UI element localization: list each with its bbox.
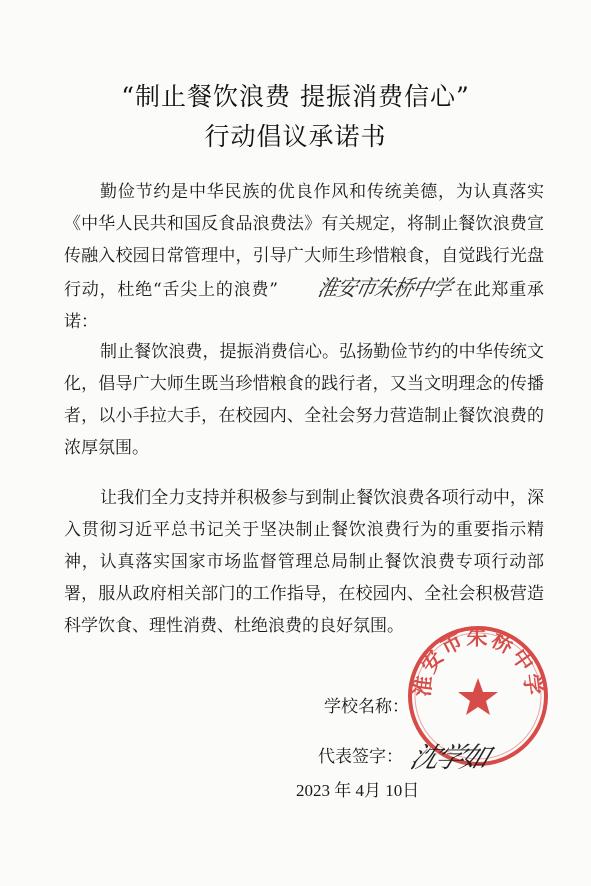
paragraph-action: 让我们全力支持并积极参与到制止餐饮浪费各项行动中，深入贯彻习近平总书记关于坚决制止餐饮浪费行为的重要指示精神，认真落实国家市场监督管理总局制止餐饮浪费专项行动部署，服从政府相关部门的工作指导，在校园内、全社会积极营造科学饮食、理性消费、杜绝浪费的良好氛围。 [64,488,544,636]
paragraph-commitment: 制止餐饮浪费，提振消费信心。弘扬勤俭节约的中华传统文化，倡导广大师生既当珍惜粮食的践行者，又当文明理念的传播者，以小手拉大手，在校园内、全社会努力营造制止餐饮浪费的浓厚氛围。 [64,342,544,458]
seal-text: 淮安市朱桥中学 [410,625,546,699]
representative-signature-label: 代表签字： [318,747,403,767]
intro-text-end: 在此郑重承诺： [64,280,545,332]
paragraph-intro [64,176,544,338]
representative-signature: 沈学如 [406,741,492,774]
intro-text: 勤俭节约是中华民族的优良作风和传统美德，为认真落实《中华人民共和国反食品浪费法》有关规定，将制止餐饮浪费宣传融入校园日常管理中，引导广大师生珍惜粮食，自觉践行光盘行动，杜绝“舌尖上的浪费” [64,182,544,300]
document-subtitle: 行动倡议承诺书 [204,122,387,151]
school-name-label: 学校名称： [324,697,409,717]
document-title: “制止餐饮浪费 提振消费信心” [121,82,470,111]
handwritten-school-name: 淮安市朱桥中学 [315,274,454,302]
signing-date: 2023 年 4月 10日 [296,781,420,800]
